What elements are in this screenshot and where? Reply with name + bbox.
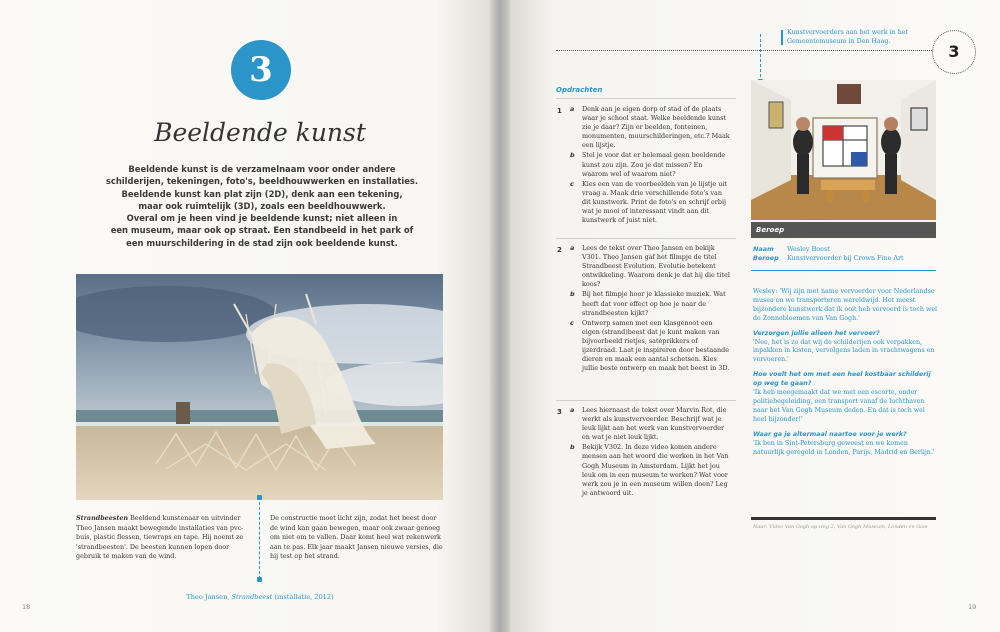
top-caption-text: Kunstvervoerders aan het werk in het Gemeentemuseum in Den Haag. (787, 29, 909, 45)
art-movers-photo (751, 80, 936, 220)
credit-work: Strandbeest (231, 593, 273, 601)
photo-caption-top (787, 28, 937, 46)
chapter-number-circle: 3 (932, 30, 976, 74)
connector-dot (257, 577, 262, 582)
question-item: b Bij het filmpje hoor je klassieke muziek. Wat heeft dat voor effect op hoe je naar de strandbeesten kijkt? (570, 290, 726, 317)
divider (556, 400, 736, 401)
divider (751, 270, 936, 271)
intro-line: een muurschildering in de stad zijn ook beeldende kunst. (126, 237, 398, 248)
book-gutter (490, 0, 510, 632)
intro-line: Overal om je heen vind je beeldende kunst; niet alleen in (126, 213, 398, 224)
page-number-right: 19 (968, 603, 977, 611)
interview-block (753, 431, 938, 458)
profile-name-row: Naam Wesley Boest (753, 245, 830, 253)
interview-question: Verzorgen jullie alleen het vervoer? (753, 329, 880, 337)
question-3 (570, 406, 730, 499)
intro-line: Beeldende kunst is de verzamelnaam voor onder andere (128, 164, 396, 174)
interview-answer: 'Ik heb meegemaakt dat we met een escorte, onder politiebegeleiding, een transport vanaf de luchthaven naar het Van Gogh Museum deden. En dat is toch wel heel bijzonder!' (753, 389, 925, 423)
question-item: c Ontwerp samen met een klasgenoot een eigen (strand)beest dat je kunt maken van bijvoorbeeld rietjes, satéprikkers of ijzerdraad. Laat je inspireren door bestaande dieren en maak een aantal schetsen. Kies jullie beste ontwerp en maak het beest in 3D. (570, 318, 730, 373)
interview-block (753, 330, 938, 366)
question-item: a Lees hiernaast de tekst over Marvin Rot, die werkt als kunstvervoerder. Beschrijf wat je leuk lijkt aan het werk van kunstvervoerder en wat je niet leuk lijkt. (570, 406, 727, 442)
question-1 (570, 105, 730, 226)
question-item: b Bekijk V302. In deze video komen andere mensen aan het woord die werken in het Van Gogh Museum in Amsterdam. Lijkt het jou leuk om in een museum te werken? Wat voor werk zou je in een museum willen doen? Leg je antwoord uit. (570, 443, 729, 497)
caption-construction: De constructie moet licht zijn, zodat het beest door de wind kan gaan bewegen, maar ook zwaar genoeg om niet om te vallen. Daar komt heel wat rekenwerk aan te pas. Elk jaar maakt Jansen nieuwe versies, die hij test op het strand. (270, 514, 443, 561)
strandbeest-photo (76, 274, 443, 500)
divider (556, 238, 736, 239)
chapter-title: Beeldende kunst (154, 118, 366, 147)
intro-line: een museum, maar ook op straat. Een standbeeld in het park of (110, 225, 414, 236)
question-item: a Lees de tekst over Theo Jansen en bekijk V301. Theo Jansen gaf het filmpje de titel Strandbeest Evolution. Evolutie betekent ontwikkeling. Waarom denk je dat hij die titel koos? (570, 244, 730, 289)
interview-answer: 'Ik ben in Sint-Petersburg geweest en we komen natuurlijk geregeld in Londen, Parijs, Madrid en Berlijn.' (753, 439, 935, 456)
interview-answer: Wesley: 'Wij zijn met name vervoerder voor Nederlandse musea en we transporteren wereldwijd. Het meest bijzondere kunstwerk dat ik ooit heb vervoerd is toch wel de Zonnebloemen van Van Gogh.' (753, 288, 938, 322)
interview-question: Waar ga je altermaal naartoe voor je werk? (753, 430, 907, 438)
intro-line: schilderijen, tekeningen, foto's, beeldhouwwerken en installaties. (105, 176, 419, 187)
question-item: b Stel je voor dat er helemaal geen beeldende kunst zou zijn. Zou je dat missen? En waarom wel of waarom niet? (570, 151, 726, 178)
interview-answer: 'Nee, het is zo dat wij de schilderijen ook verpakken, inpakken in kisten, vervolgens laden in vrachtwagens en vervoeren.' (753, 338, 935, 364)
caption-label: Strandbeesten (76, 514, 129, 522)
question-number: 3 (557, 408, 562, 416)
chapter-number-badge: 3 (231, 40, 291, 100)
interview-text (753, 288, 938, 463)
beroep-header: Beroep (751, 222, 936, 238)
caption-text: Beeldend kunstenaar en uitvinder Theo Jansen maakt bewegende installaties van pvc-buis, plastic flessen, tiewraps en tape. Hij noemt ze 'strandbeesten'. De beesten kunnen lopen door gebruik te maken van de wind. (76, 514, 244, 561)
question-number: 1 (557, 107, 562, 115)
profile-meta (753, 245, 938, 264)
opdrachten-heading: Opdrachten (556, 86, 603, 94)
credit-artist: Theo Jansen, (186, 593, 232, 601)
photo-connector-line (760, 34, 761, 82)
page-number-left: 18 (22, 603, 31, 611)
credit-rest: (installatie, 2012) (272, 593, 334, 601)
question-item: c Kies een van de voorbeelden van je lijstje uit vraag a. Maak drie verschillende foto's van dit kunstwerk. Print de foto's en schrijf erbij wat je mooi of interessant vindt aan dit kunstwerk of juist niet. (570, 179, 727, 225)
question-2 (570, 244, 730, 374)
intro-line: Beeldende kunst kan plat zijn (2D), denk aan een tekening, (121, 188, 403, 199)
closing-rule (751, 517, 936, 520)
interview-block (753, 371, 938, 424)
photo-credit-left (140, 593, 380, 601)
caption-connector-line (259, 497, 260, 579)
photo-credit-right: Naar: Video Van Gogh op weg 2, Van Gogh Museum, Londen en Gise (753, 524, 928, 530)
interview-question: Hoe voelt het om met een heel kostbaar schilderij op weg te gaan? (753, 371, 931, 388)
question-number: 2 (557, 246, 562, 254)
profile-job-row: Beroep Kunstvervoerder bij Crown Fine Art (753, 254, 904, 263)
intro-line: maar ook ruimtelijk (3D), zoals een beeldhouwwerk. (138, 200, 386, 211)
question-item: a Denk aan je eigen dorp of stad of de plaats waar je school staat. Welke beeldende kunst zie je daar? Zijn er beelden, fonteinen, monumenten, muurschilderingen, etc.? Maak een lijstje. (570, 105, 730, 150)
connector-dot (257, 495, 262, 500)
chapter-intro (92, 163, 432, 249)
caption-strandbeesten (76, 514, 254, 562)
dotted-header-rule (556, 50, 936, 51)
divider (556, 98, 736, 99)
